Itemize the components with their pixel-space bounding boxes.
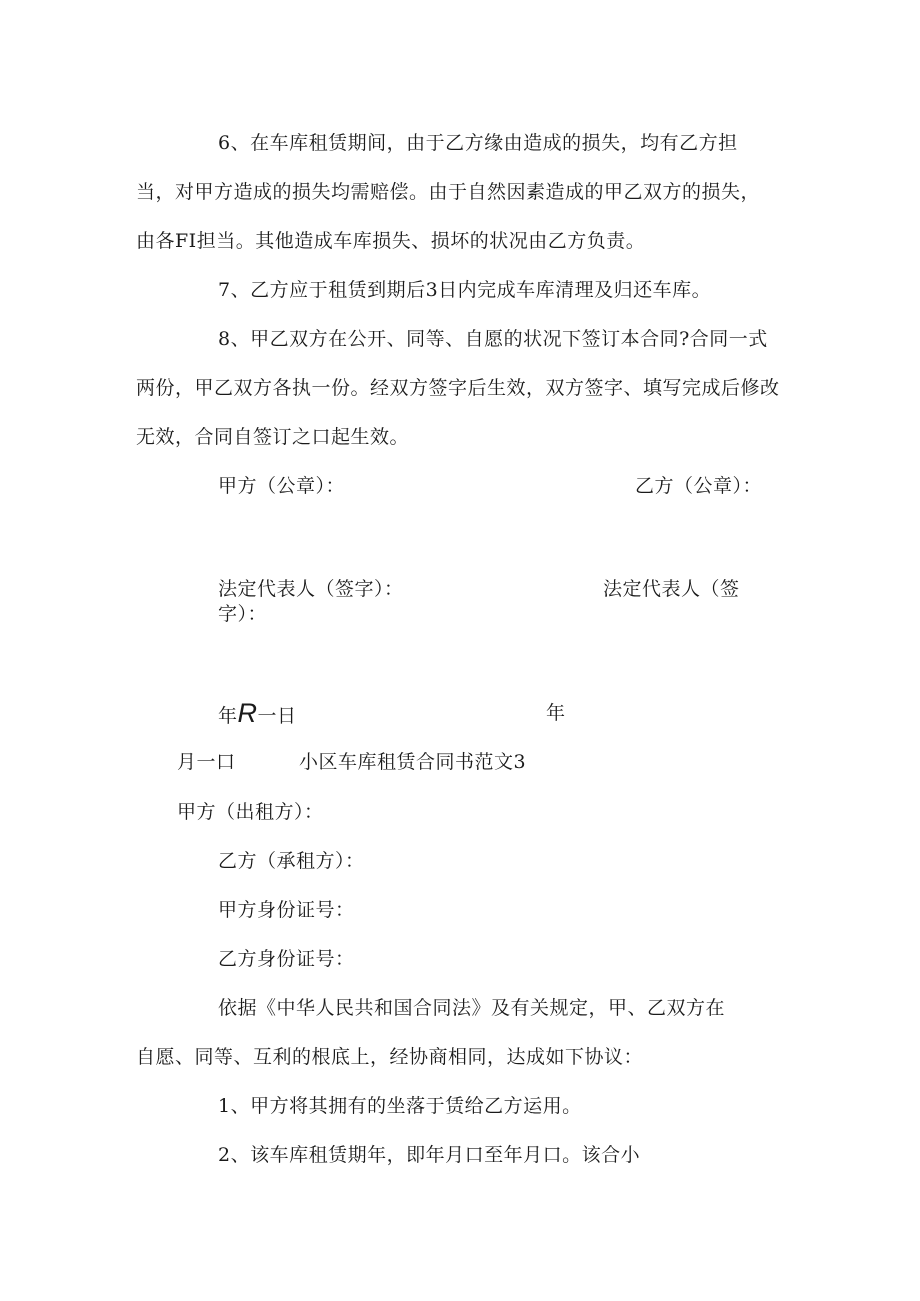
rep-b-signature-part1: 法定代表人（签 <box>603 578 740 600</box>
contract3-clause1: 1、甲方将其拥有的坐落于赁给乙方运用。 <box>218 1095 582 1117</box>
contract3-clause2: 2、该车库租赁期年，即年月口至年月口。该合小 <box>218 1144 641 1166</box>
rep-b-signature-part2: 字）： <box>218 603 268 625</box>
clause8-line3: 无效，合同自签订之口起生效。 <box>136 426 410 448</box>
party-b-seal: 乙方（公章）： <box>635 475 763 497</box>
date-b-month: 月一口 <box>177 751 236 773</box>
clause6-line1: 6、在车库租赁期间，由于乙方缘由造成的损失，均有乙方担 <box>218 132 738 154</box>
date-a-rest: 一日 <box>257 705 297 727</box>
clause8-line1: 8、甲乙双方在公开、同等、自愿的状况下签订本合同?合同一式 <box>218 328 768 350</box>
contract3-party-a-id: 甲方身份证号： <box>218 899 355 921</box>
rep-a-signature: 法定代表人（签字）： <box>218 578 404 600</box>
contract3-party-b-id: 乙方身份证号： <box>218 948 355 970</box>
clause6-line2: 当，对甲方造成的损失均需赔偿。由于自然因素造成的甲乙双方的损失， <box>136 181 761 203</box>
clause8-line2: 两份，甲乙双方各执一份。经双方签字后生效，双方签字、填写完成后修改 <box>136 377 780 399</box>
party-a-seal: 甲方（公章）： <box>218 475 346 497</box>
clause7-line1: 7、乙方应于租赁到期后3日内完成车库清理及归还车库。 <box>218 279 712 301</box>
date-a-year: 年 <box>218 705 238 727</box>
contract3-intro-line1: 依据《中华人民共和国合同法》及有关规定，甲、乙双方在 <box>218 997 726 1019</box>
clause6-line3: 由各FI担当。其他造成车库损失、损坏的状况由乙方负责。 <box>136 230 646 252</box>
date-b-year: 年 <box>546 702 566 724</box>
contract3-title: 小区车库租赁合同书范文3 <box>299 751 527 773</box>
contract3-party-a: 甲方（出租方）： <box>177 801 324 823</box>
contract3-party-b: 乙方（承租方）： <box>218 850 365 872</box>
date-a <box>218 698 297 728</box>
date-a-r: R <box>237 698 258 728</box>
contract3-intro-line2: 自愿、同等、互利的根底上，经协商相同，达成如下协议： <box>136 1046 644 1068</box>
